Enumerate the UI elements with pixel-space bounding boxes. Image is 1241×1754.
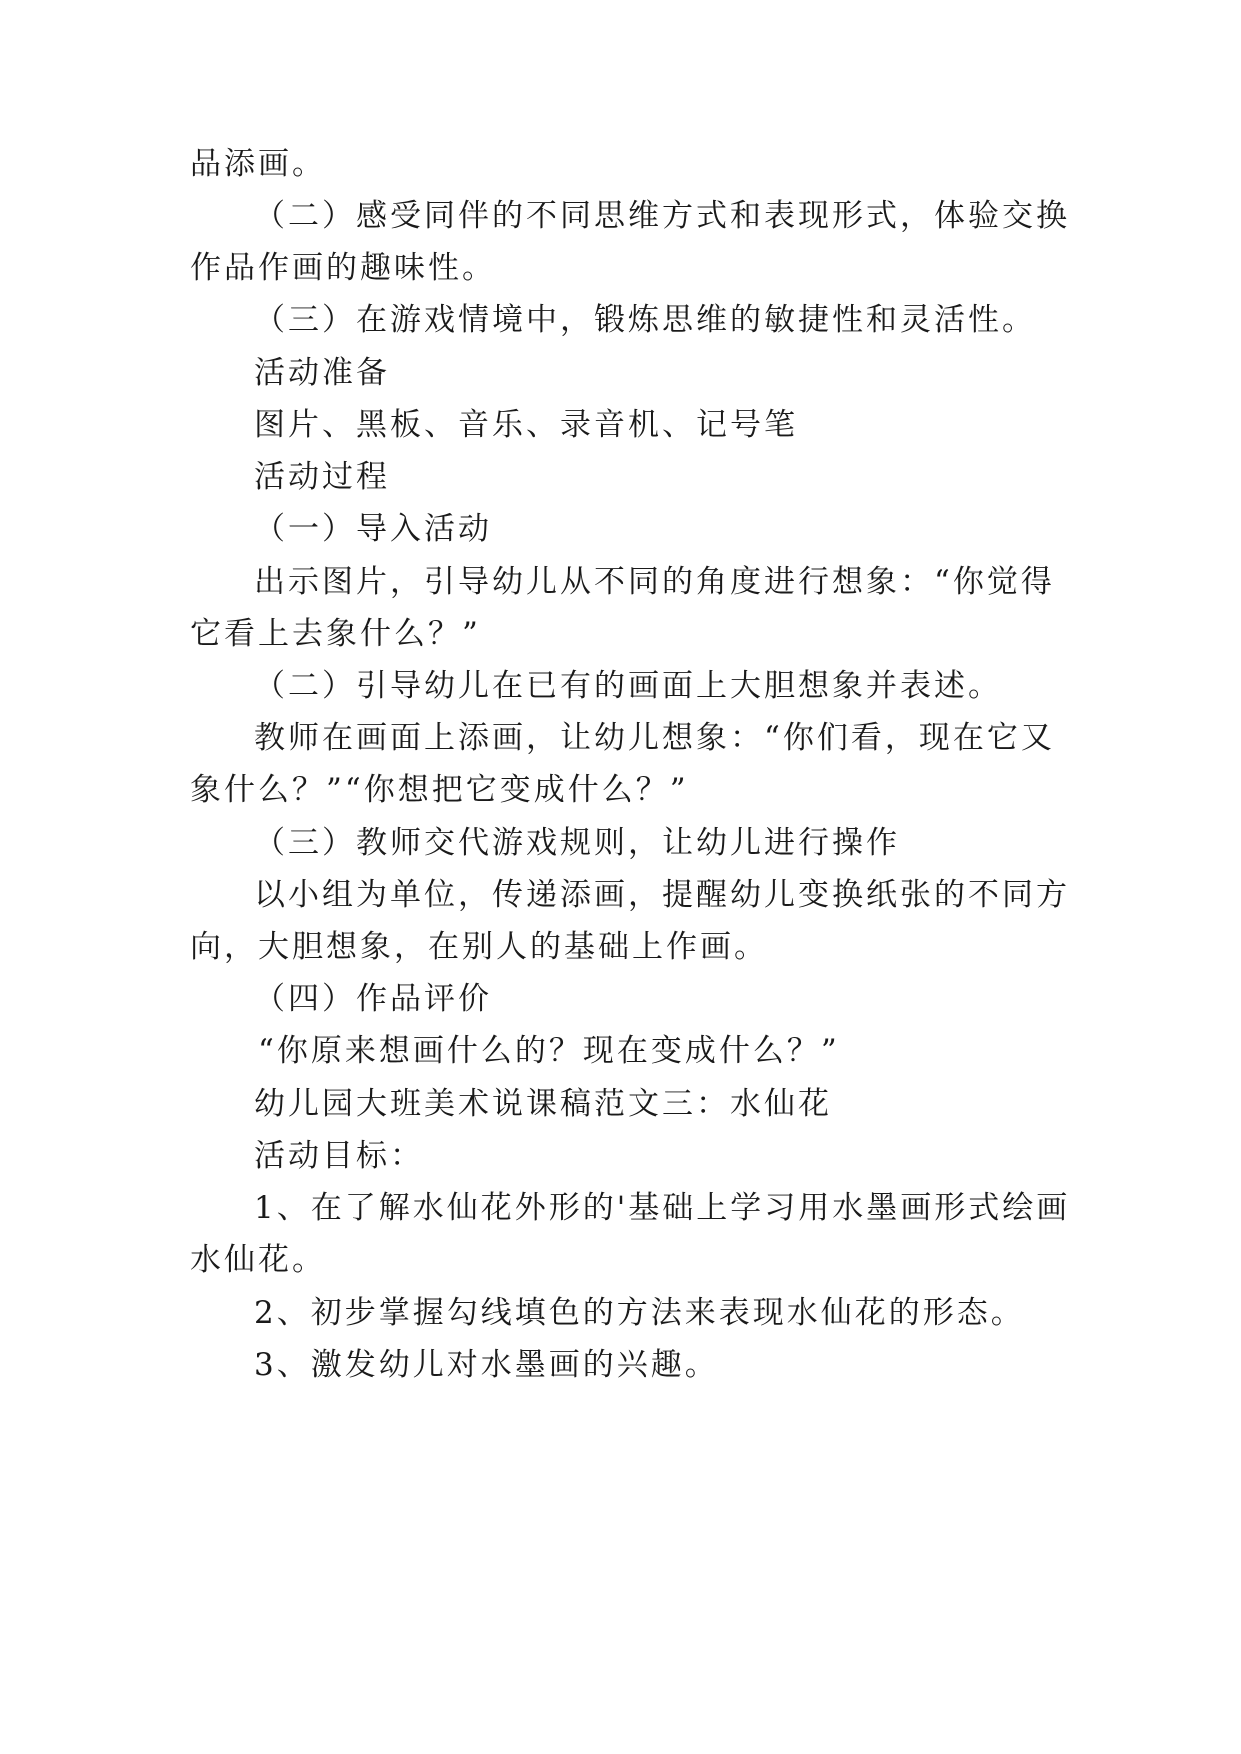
- list-item: 2、初步掌握勾线填色的方法来表现水仙花的形态。: [254, 1295, 1025, 1331]
- paragraph-line: 水仙花。: [190, 1242, 326, 1278]
- section-heading: 活动目标：: [254, 1138, 424, 1174]
- paragraph-line: 作品作画的趣味性。: [190, 250, 496, 286]
- paragraph-line: 象什么？”“你想把它变成什么？”: [190, 772, 689, 808]
- paragraph-line: 出示图片，引导幼儿从不同的角度进行想象：“你觉得: [254, 564, 1055, 600]
- step-heading: （四）作品评价: [254, 981, 492, 1017]
- paragraph-line: 教师在画面上添画，让幼儿想象：“你们看，现在它又: [254, 720, 1055, 756]
- paragraph-line: 图片、黑板、音乐、录音机、记号笔: [254, 407, 798, 443]
- step-heading: （一）导入活动: [254, 511, 492, 547]
- paragraph-line: 它看上去象什么？”: [190, 616, 481, 652]
- list-item: 3、激发幼儿对水墨画的兴趣。: [254, 1347, 719, 1383]
- section-title: 幼儿园大班美术说课稿范文三：水仙花: [254, 1086, 832, 1122]
- paragraph-line: “你原来想画什么的？现在变成什么？”: [258, 1033, 840, 1069]
- objective-heading: （二）感受同伴的不同思维方式和表现形式，体验交换: [254, 198, 1070, 234]
- paragraph-line: 品添画。: [190, 146, 326, 182]
- paragraph-line: 向，大胆想象，在别人的基础上作画。: [190, 929, 768, 965]
- section-heading: 活动准备: [254, 355, 390, 391]
- paragraph-line: 以小组为单位，传递添画，提醒幼儿变换纸张的不同方: [254, 877, 1070, 913]
- section-heading: 活动过程: [254, 459, 390, 495]
- objective-heading: （三）在游戏情境中，锻炼思维的敏捷性和灵活性。: [254, 302, 1036, 338]
- step-heading: （三）教师交代游戏规则，让幼儿进行操作: [254, 825, 900, 861]
- list-item: 1、在了解水仙花外形的'基础上学习用水墨画形式绘画: [254, 1190, 1071, 1226]
- step-heading: （二）引导幼儿在已有的画面上大胆想象并表述。: [254, 668, 1002, 704]
